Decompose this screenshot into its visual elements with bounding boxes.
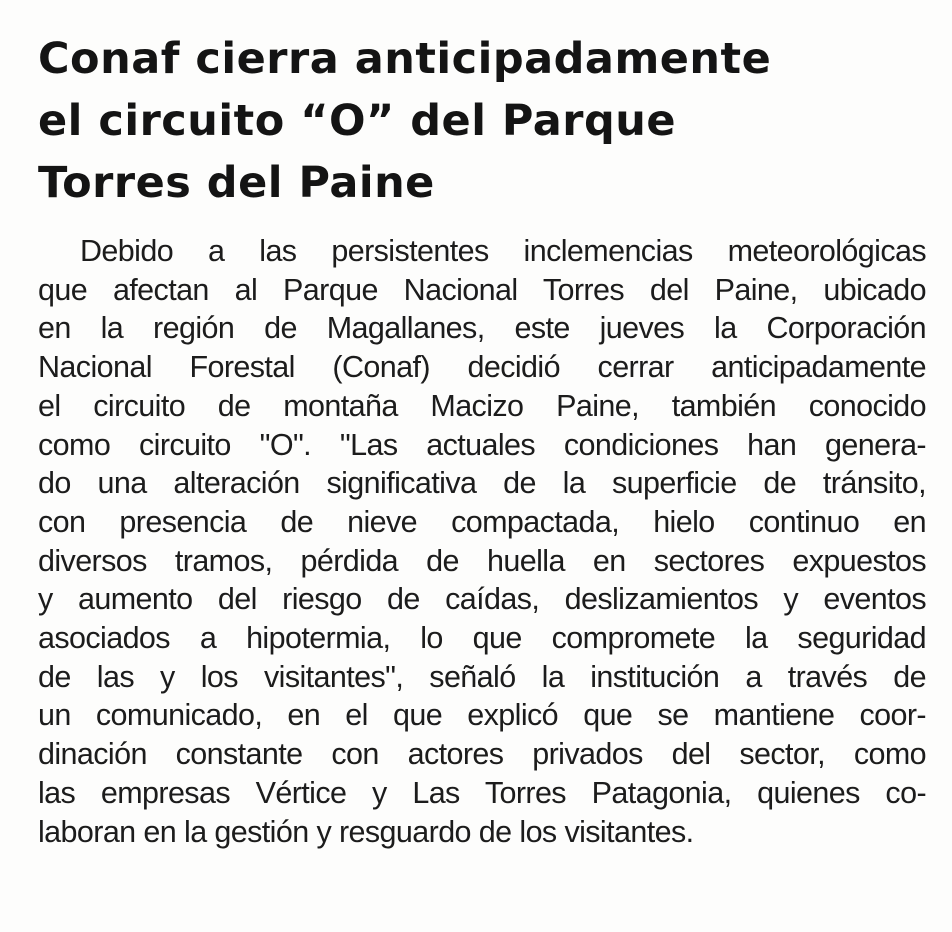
body-line: y aumento del riesgo de caídas, deslizamientos y eventos (38, 582, 926, 617)
body-line: do una alteración significativa de la superficie de tránsito, (38, 466, 926, 501)
body-line: el circuito de montaña Macizo Paine, también conocido (38, 388, 926, 423)
body-line: diversos tramos, pérdida de huella en sectores expuestos (38, 543, 926, 578)
body-line: un comunicado, en el que explicó que se mantiene coor- (38, 698, 926, 733)
headline-line: Torres del Paine (38, 158, 435, 208)
body-line: asociados a hipotermia, lo que compromete la seguridad (38, 621, 926, 656)
body-line: las empresas Vértice y Las Torres Patagonia, quienes co- (38, 775, 926, 810)
body-line: con presencia de nieve compactada, hielo continuo en (38, 504, 926, 539)
body-line: que afectan al Parque Nacional Torres del Paine, ubicado (38, 272, 926, 307)
headline-line: el circuito “O” del Parque (38, 96, 677, 146)
headline (38, 28, 938, 214)
article-body (38, 232, 926, 851)
headline-line: Conaf cierra anticipadamente (38, 34, 772, 84)
body-line: Nacional Forestal (Conaf) decidió cerrar anticipadamente (38, 350, 926, 385)
body-line: como circuito "O". "Las actuales condiciones han genera- (38, 427, 926, 462)
body-line: Debido a las persistentes inclemencias meteorológicas (80, 234, 926, 268)
body-line: dinación constante con actores privados del sector, como (38, 737, 926, 772)
body-line: laboran en la gestión y resguardo de los visitantes. (38, 814, 694, 849)
body-line: de las y los visitantes", señaló la institución a través de (38, 659, 926, 694)
body-line: en la región de Magallanes, este jueves la Corporación (38, 311, 926, 346)
